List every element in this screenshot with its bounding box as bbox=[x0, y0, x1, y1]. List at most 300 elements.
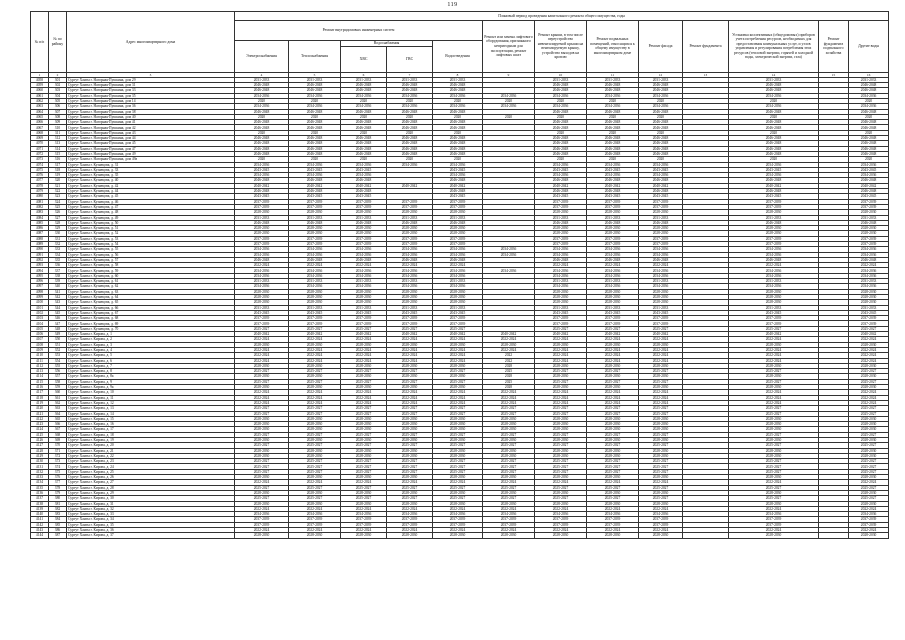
table-cell: 4060 bbox=[31, 88, 49, 93]
table-cell: 2028-2030 bbox=[729, 385, 819, 390]
table-cell: 2022-2024 bbox=[289, 400, 341, 405]
address-cell: Сургут Ханты г. Кузнецова, д. 62 bbox=[67, 284, 235, 289]
table-cell: 2034-2036 bbox=[387, 104, 433, 109]
table-cell: 2028-2030 bbox=[587, 427, 639, 432]
table-cell: 2028-2030 bbox=[433, 501, 483, 506]
table-cell: 2028-2030 bbox=[387, 374, 433, 379]
table-cell: 2020 bbox=[729, 98, 819, 103]
address-cell: Сургут Ханты г. Кирова, д. 20 bbox=[67, 443, 235, 448]
table-cell: 2022-2024 bbox=[729, 480, 819, 485]
table-cell: 2037-2039 bbox=[849, 199, 889, 204]
table-cell: 4093 bbox=[31, 263, 49, 268]
table-cell: 2046-2048 bbox=[729, 141, 819, 146]
table-cell: 4104 bbox=[31, 321, 49, 326]
table-cell: 2043-2045 bbox=[235, 167, 289, 172]
table-cell: 2031-2033 bbox=[535, 279, 587, 284]
table-cell: 2037-2039 bbox=[387, 316, 433, 321]
table-cell: 2034-2036 bbox=[587, 93, 639, 98]
table-cell: 331 bbox=[49, 236, 67, 241]
table-cell: 4138 bbox=[31, 501, 49, 506]
table-header bbox=[31, 12, 889, 78]
table-cell: 2040-2042 bbox=[235, 332, 289, 337]
table-cell: 2043-2045 bbox=[587, 310, 639, 315]
table-cell: 2025-2027 bbox=[849, 496, 889, 501]
table-cell: 2031-2033 bbox=[639, 305, 683, 310]
table-cell: 2046-2048 bbox=[587, 120, 639, 125]
table-cell: 2034-2036 bbox=[289, 162, 341, 167]
table-cell: 2028-2030 bbox=[433, 385, 483, 390]
table-cell: 2022-2024 bbox=[729, 347, 819, 352]
table-cell: 2022-2024 bbox=[289, 528, 341, 533]
table-cell: 2028-2030 bbox=[341, 501, 387, 506]
table-cell: 2022-2024 bbox=[289, 390, 341, 395]
table-cell: 2028-2030 bbox=[289, 501, 341, 506]
table-cell: 2025-2027 bbox=[235, 406, 289, 411]
table-cell: 2034-2036 bbox=[235, 284, 289, 289]
table-cell: 2028-2030 bbox=[433, 448, 483, 453]
table-cell: 2022-2024 bbox=[387, 263, 433, 268]
table-cell: 2020 bbox=[639, 130, 683, 135]
table-cell: 2028-2030 bbox=[235, 231, 289, 236]
table-cell: 2046-2048 bbox=[387, 120, 433, 125]
table-cell: 2028-2030 bbox=[639, 231, 683, 236]
table-cell: 2034-2036 bbox=[849, 284, 889, 289]
table-cell: 2046-2048 bbox=[341, 189, 387, 194]
table-cell: 2046-2048 bbox=[535, 125, 587, 130]
table-cell: 2046-2048 bbox=[849, 141, 889, 146]
table-cell: 2031-2033 bbox=[535, 305, 587, 310]
table-cell: 2034-2036 bbox=[729, 273, 819, 278]
table-cell: 2028-2030 bbox=[235, 422, 289, 427]
table-cell: 2028-2030 bbox=[535, 385, 587, 390]
table-cell: 2025-2027 bbox=[729, 459, 819, 464]
address-cell: Сургут Ханты г. Кирова, д. 29 bbox=[67, 490, 235, 495]
table-cell: 2037-2039 bbox=[849, 522, 889, 527]
column-number: 9 bbox=[483, 72, 535, 77]
table-cell: 335 bbox=[49, 257, 67, 262]
address-cell: Сургут Ханты г. Кузнецова, д. 70 bbox=[67, 326, 235, 331]
table-cell: 2022-2024 bbox=[289, 353, 341, 358]
table-cell: 2025-2027 bbox=[235, 411, 289, 416]
table-cell: 2025-2027 bbox=[849, 459, 889, 464]
table-cell: 2046-2048 bbox=[639, 120, 683, 125]
table-cell: 2025-2027 bbox=[289, 369, 341, 374]
table-cell: 2022-2024 bbox=[483, 347, 535, 352]
table-cell: 2037-2039 bbox=[639, 242, 683, 247]
table-cell: 4144 bbox=[31, 533, 49, 538]
table-cell: 2037-2039 bbox=[433, 321, 483, 326]
table-cell: 2028-2030 bbox=[535, 475, 587, 480]
table-cell: 2022-2024 bbox=[849, 358, 889, 363]
meters-header: Установка коллективных (общедомовых) приборов учета потребления ресурсов, необходимых для предоставления коммунальных услуг, и узлов управления и регулирования потребления этих ресурсов (тепловой энергии, горячей и холодной воды, электрической энергии, газа) bbox=[729, 21, 819, 73]
table-cell: 2046-2048 bbox=[729, 146, 819, 151]
table-cell: 2031-2033 bbox=[341, 305, 387, 310]
table-cell: 2031-2033 bbox=[235, 279, 289, 284]
table-cell: 2034-2036 bbox=[849, 273, 889, 278]
table-cell: 342 bbox=[49, 294, 67, 299]
table-cell: 2025-2027 bbox=[729, 326, 819, 331]
table-cell: 2028-2030 bbox=[849, 448, 889, 453]
table-cell: 2025-2027 bbox=[341, 406, 387, 411]
table-cell: 2028-2030 bbox=[639, 300, 683, 305]
table-cell: 2020 bbox=[235, 157, 289, 162]
table-cell: 2031-2033 bbox=[387, 77, 433, 82]
table-cell: 2022-2024 bbox=[729, 528, 819, 533]
table-cell: 2028-2030 bbox=[235, 533, 289, 538]
table-cell: 2034-2036 bbox=[535, 104, 587, 109]
table-cell: 4136 bbox=[31, 490, 49, 495]
table-cell: 2034-2036 bbox=[849, 162, 889, 167]
table-cell: 4100 bbox=[31, 300, 49, 305]
table-cell: 2046-2048 bbox=[433, 136, 483, 141]
table-cell: 2028-2030 bbox=[849, 226, 889, 231]
table-cell: 2046-2048 bbox=[341, 146, 387, 151]
address-cell: Сургут Ханты г. Кузнецова, д. 52 bbox=[67, 231, 235, 236]
address-cell: Сургут Ханты г. Кузнецова, д. 45 bbox=[67, 194, 235, 199]
table-cell: 2034-2036 bbox=[849, 252, 889, 257]
table-cell: 2022 bbox=[483, 353, 535, 358]
table-cell: 2034-2036 bbox=[849, 104, 889, 109]
table-cell: 4088 bbox=[31, 236, 49, 241]
table-cell: 2037-2039 bbox=[535, 204, 587, 209]
table-cell: 2034-2036 bbox=[341, 247, 387, 252]
table-cell: 2034-2036 bbox=[433, 93, 483, 98]
table-cell: 4085 bbox=[31, 220, 49, 225]
table-cell: 2028-2030 bbox=[535, 210, 587, 215]
table-cell: 2034-2036 bbox=[235, 104, 289, 109]
table-cell: 2043-2045 bbox=[341, 167, 387, 172]
basement-header: Ремонт подвальных помещений, относящихся к общему имуществу в многоквартирном доме bbox=[587, 21, 639, 73]
table-cell: 2037-2039 bbox=[387, 522, 433, 527]
column-number: 1 bbox=[31, 72, 49, 77]
table-cell: 2025-2027 bbox=[587, 464, 639, 469]
table-cell: 2037-2039 bbox=[235, 204, 289, 209]
table-cell: 302 bbox=[49, 83, 67, 88]
table-cell: 2037-2039 bbox=[849, 517, 889, 522]
table-cell: 2034-2036 bbox=[729, 284, 819, 289]
table-cell: 2020 bbox=[639, 98, 683, 103]
table-cell: 2028-2030 bbox=[341, 475, 387, 480]
table-cell: 4074 bbox=[31, 162, 49, 167]
table-cell: 2037-2039 bbox=[587, 236, 639, 241]
table-cell: 4077 bbox=[31, 178, 49, 183]
table-cell: 2028-2030 bbox=[535, 294, 587, 299]
table-cell: 2028-2030 bbox=[639, 289, 683, 294]
table-cell: 4134 bbox=[31, 480, 49, 485]
table-cell: 2028-2030 bbox=[341, 453, 387, 458]
column-number: 15 bbox=[819, 72, 849, 77]
table-cell: 2043-2045 bbox=[535, 310, 587, 315]
table-cell: 2040-2042 bbox=[639, 183, 683, 188]
table-cell: 2028-2030 bbox=[235, 342, 289, 347]
table-cell: 387 bbox=[49, 533, 67, 538]
table-cell: 2022-2024 bbox=[433, 358, 483, 363]
table-cell: 317 bbox=[49, 162, 67, 167]
table-cell: 352 bbox=[49, 347, 67, 352]
table-cell: 2046-2048 bbox=[387, 151, 433, 156]
table-cell: 2046-2048 bbox=[433, 151, 483, 156]
table-cell: 2031-2033 bbox=[639, 215, 683, 220]
table-cell: 2022-2024 bbox=[535, 337, 587, 342]
table-cell: 2034-2036 bbox=[849, 512, 889, 517]
table-cell: 2046-2048 bbox=[341, 125, 387, 130]
address-cell: Сургут Ханты г. Кирова, д. 19 bbox=[67, 437, 235, 442]
table-cell: 2025-2027 bbox=[289, 485, 341, 490]
table-cell: 2028-2030 bbox=[729, 289, 819, 294]
table-cell: 2043-2045 bbox=[289, 194, 341, 199]
table-cell: 2028-2030 bbox=[729, 342, 819, 347]
table-cell: 2020 bbox=[289, 114, 341, 119]
table-cell: 327 bbox=[49, 215, 67, 220]
table-cell: 2028-2030 bbox=[289, 231, 341, 236]
table-cell: 4135 bbox=[31, 485, 49, 490]
table-cell: 2022-2024 bbox=[341, 395, 387, 400]
address-cell: Сургут Ханты г. Нагорная-Пушкина, дом 49а bbox=[67, 157, 235, 162]
table-cell: 2025-2027 bbox=[587, 496, 639, 501]
table-cell: 2028-2030 bbox=[341, 289, 387, 294]
table-cell: 2046-2048 bbox=[849, 146, 889, 151]
table-cell: 2031-2033 bbox=[535, 215, 587, 220]
table-cell: 2046-2048 bbox=[433, 120, 483, 125]
table-cell: 2028-2030 bbox=[289, 448, 341, 453]
table-cell: 2046-2048 bbox=[639, 141, 683, 146]
table-cell: 2025-2027 bbox=[639, 406, 683, 411]
table-cell: 2028-2030 bbox=[235, 490, 289, 495]
table-cell: 2028-2030 bbox=[483, 437, 535, 442]
table-cell: 2020 bbox=[587, 98, 639, 103]
table-cell: 2022-2024 bbox=[849, 528, 889, 533]
table-cell: 2025-2027 bbox=[341, 326, 387, 331]
address-cell: Сургут Ханты г. Кирова, д. 15 bbox=[67, 416, 235, 421]
table-cell: 2028-2030 bbox=[535, 363, 587, 368]
table-cell: 2034-2036 bbox=[235, 93, 289, 98]
table-cell: 2028-2030 bbox=[849, 300, 889, 305]
table-cell: 2031-2033 bbox=[341, 77, 387, 82]
table-cell: 2043-2045 bbox=[729, 167, 819, 172]
table-cell: 4109 bbox=[31, 347, 49, 352]
table-cell: 2022-2024 bbox=[535, 263, 587, 268]
table-cell: 2043-2045 bbox=[535, 194, 587, 199]
table-cell: 2022-2024 bbox=[729, 395, 819, 400]
table-cell: 2025-2027 bbox=[341, 485, 387, 490]
table-cell: 2034-2036 bbox=[639, 284, 683, 289]
table-cell: 2046-2048 bbox=[341, 120, 387, 125]
address-cell: Сургут Ханты г. Нагорная-Пушкина, дом 47 bbox=[67, 146, 235, 151]
address-cell: Сургут Ханты г. Нагорная-Пушкина, дом 14 bbox=[67, 98, 235, 103]
table-cell: 2043-2045 bbox=[341, 194, 387, 199]
table-cell: 2025-2027 bbox=[849, 432, 889, 437]
table-cell: 2046-2048 bbox=[235, 125, 289, 130]
table-cell: 4108 bbox=[31, 342, 49, 347]
table-cell: 2020 bbox=[483, 98, 535, 103]
table-cell: 2025-2027 bbox=[289, 443, 341, 448]
table-cell: 4103 bbox=[31, 316, 49, 321]
repair-schedule-sheet bbox=[30, 11, 888, 635]
address-cell: Сургут Ханты г. Кирова, д. 12 bbox=[67, 400, 235, 405]
table-cell: 356 bbox=[49, 369, 67, 374]
table-cell: 2046-2048 bbox=[433, 220, 483, 225]
table-cell: 2031-2033 bbox=[639, 77, 683, 82]
table-cell: 2028-2030 bbox=[849, 289, 889, 294]
table-cell: 4098 bbox=[31, 289, 49, 294]
table-cell: 4122 bbox=[31, 416, 49, 421]
table-cell: 4112 bbox=[31, 363, 49, 368]
table-cell: 2037-2039 bbox=[289, 316, 341, 321]
table-cell: 2025-2027 bbox=[289, 379, 341, 384]
table-cell: 334 bbox=[49, 252, 67, 257]
column-number: 8 bbox=[433, 72, 483, 77]
table-cell: 2028-2030 bbox=[387, 490, 433, 495]
table-cell: 349 bbox=[49, 332, 67, 337]
table-cell: 2031-2033 bbox=[433, 279, 483, 284]
table-cell: 2028-2030 bbox=[483, 416, 535, 421]
table-cell: 2034-2036 bbox=[587, 252, 639, 257]
table-cell: 4117 bbox=[31, 390, 49, 395]
table-cell: 2025-2027 bbox=[289, 469, 341, 474]
table-cell: 2028-2030 bbox=[535, 448, 587, 453]
address-cell: Сургут Ханты г. Кузнецова, д. 68 bbox=[67, 316, 235, 321]
table-cell: 2031-2033 bbox=[729, 305, 819, 310]
table-cell: 4101 bbox=[31, 305, 49, 310]
table-cell: 2022-2024 bbox=[587, 506, 639, 511]
table-cell: 2028-2030 bbox=[587, 416, 639, 421]
table-cell: 2025-2027 bbox=[289, 432, 341, 437]
table-cell: 2028-2030 bbox=[235, 416, 289, 421]
table-cell: 2028-2030 bbox=[387, 448, 433, 453]
table-cell: 2046-2048 bbox=[341, 83, 387, 88]
table-cell: 2046-2048 bbox=[587, 136, 639, 141]
table-cell: 2025-2027 bbox=[341, 459, 387, 464]
table-cell: 2028-2030 bbox=[639, 453, 683, 458]
table-cell: 2031-2033 bbox=[289, 305, 341, 310]
table-cell: 4069 bbox=[31, 136, 49, 141]
table-cell: 2037-2039 bbox=[433, 236, 483, 241]
table-cell: 2028-2030 bbox=[587, 226, 639, 231]
table-cell: 2046-2048 bbox=[849, 189, 889, 194]
address-cell: Сургут Ханты г. Кузнецова, д. 64 bbox=[67, 294, 235, 299]
col-num-header: № п/п bbox=[31, 12, 49, 73]
table-cell: 2020 bbox=[387, 114, 433, 119]
address-cell: Сургут Ханты г. Нагорная-Пушкина, дом 43 bbox=[67, 130, 235, 135]
table-cell: 2046-2048 bbox=[587, 109, 639, 114]
address-cell: Сургут Ханты г. Кузнецова, д. 67 bbox=[67, 310, 235, 315]
table-cell: 2028-2030 bbox=[535, 453, 587, 458]
address-cell: Сургут Ханты г. Кузнецова, д. 55 bbox=[67, 247, 235, 252]
address-cell: Сургут Ханты г. Кузнецова, д. 54 bbox=[67, 242, 235, 247]
table-cell: 2025-2027 bbox=[849, 469, 889, 474]
table-cell: 2034-2036 bbox=[341, 284, 387, 289]
table-cell: 2034-2036 bbox=[483, 104, 535, 109]
table-cell: 2025-2027 bbox=[235, 326, 289, 331]
table-cell: 2022-2024 bbox=[387, 353, 433, 358]
table-cell: 2028-2030 bbox=[483, 533, 535, 538]
address-cell: Сургут Ханты г. Нагорная-Пушкина, дом 49 bbox=[67, 151, 235, 156]
table-cell: 2028-2030 bbox=[587, 437, 639, 442]
table-cell: 2025-2027 bbox=[587, 432, 639, 437]
table-cell: 2025-2027 bbox=[639, 379, 683, 384]
table-cell: 2028-2030 bbox=[235, 385, 289, 390]
table-cell: 2022-2024 bbox=[729, 358, 819, 363]
table-cell: 2034-2036 bbox=[235, 252, 289, 257]
table-cell: 2034-2036 bbox=[535, 252, 587, 257]
table-cell: 2031-2033 bbox=[289, 215, 341, 220]
address-cell: Сургут Ханты г. Кирова, д. 7 bbox=[67, 363, 235, 368]
table-cell: 2025-2027 bbox=[729, 496, 819, 501]
table-cell: 321 bbox=[49, 183, 67, 188]
table-cell: 2040-2042 bbox=[387, 183, 433, 188]
table-cell: 381 bbox=[49, 501, 67, 506]
table-cell: 2022-2024 bbox=[387, 528, 433, 533]
table-cell: 2028-2030 bbox=[587, 210, 639, 215]
table-cell: 2025-2027 bbox=[433, 485, 483, 490]
table-cell: 303 bbox=[49, 88, 67, 93]
table-cell: 2037-2039 bbox=[849, 236, 889, 241]
table-cell: 2043-2045 bbox=[849, 310, 889, 315]
table-cell: 2046-2048 bbox=[587, 141, 639, 146]
table-cell: 2022-2024 bbox=[587, 400, 639, 405]
address-cell: Сургут Ханты г. Кузнецова, д. 53 bbox=[67, 236, 235, 241]
table-cell: 306 bbox=[49, 104, 67, 109]
address-cell: Сургут Ханты г. Кирова, д. 1 bbox=[67, 332, 235, 337]
table-cell: 347 bbox=[49, 321, 67, 326]
table-cell: 2046-2048 bbox=[235, 151, 289, 156]
table-cell: 2028-2030 bbox=[639, 294, 683, 299]
table-cell: 2025-2027 bbox=[483, 496, 535, 501]
table-cell: 2025-2027 bbox=[535, 464, 587, 469]
table-cell: 2031-2033 bbox=[849, 215, 889, 220]
table-cell: 4113 bbox=[31, 369, 49, 374]
table-cell: 2034-2036 bbox=[587, 104, 639, 109]
table-cell: 2028-2030 bbox=[433, 490, 483, 495]
table-cell: 2028-2030 bbox=[639, 490, 683, 495]
table-cell: 2028-2030 bbox=[387, 422, 433, 427]
column-number: 3 bbox=[67, 72, 235, 77]
table-cell: 2025-2027 bbox=[587, 411, 639, 416]
table-cell: 2028-2030 bbox=[289, 374, 341, 379]
table-cell: 2025-2027 bbox=[433, 432, 483, 437]
table-cell: 2046-2048 bbox=[235, 220, 289, 225]
table-cell: 2034-2036 bbox=[289, 104, 341, 109]
table-cell: 2031-2033 bbox=[235, 215, 289, 220]
table-cell: 2028-2030 bbox=[639, 422, 683, 427]
table-cell: 2025-2027 bbox=[729, 432, 819, 437]
table-cell: 2022-2024 bbox=[849, 263, 889, 268]
table-cell: 2025-2027 bbox=[433, 326, 483, 331]
table-cell: 2028-2030 bbox=[639, 437, 683, 442]
address-cell: Сургут Ханты г. Кузнецова, д. 57 bbox=[67, 257, 235, 262]
table-cell: 2046-2048 bbox=[849, 136, 889, 141]
table-cell: 2022-2024 bbox=[849, 400, 889, 405]
table-cell: 2028-2030 bbox=[341, 437, 387, 442]
table-cell: 4080 bbox=[31, 194, 49, 199]
table-cell: 2028-2030 bbox=[341, 374, 387, 379]
table-cell: 2037-2039 bbox=[535, 316, 587, 321]
table-cell: 364 bbox=[49, 411, 67, 416]
table-cell: 2022-2024 bbox=[587, 390, 639, 395]
table-cell: 4066 bbox=[31, 120, 49, 125]
table-cell: 2037-2039 bbox=[587, 321, 639, 326]
table-cell: 2040-2042 bbox=[535, 183, 587, 188]
table-cell: 2046-2048 bbox=[535, 146, 587, 151]
table-cell: 2028-2030 bbox=[535, 231, 587, 236]
table-cell: 2028-2030 bbox=[387, 427, 433, 432]
table-cell: 2020 bbox=[433, 157, 483, 162]
table-cell: 2022-2024 bbox=[849, 390, 889, 395]
table-cell: 2022-2024 bbox=[535, 395, 587, 400]
table-cell: 2037-2039 bbox=[639, 199, 683, 204]
table-cell: 2028-2030 bbox=[639, 427, 683, 432]
table-cell: 2020 bbox=[587, 114, 639, 119]
